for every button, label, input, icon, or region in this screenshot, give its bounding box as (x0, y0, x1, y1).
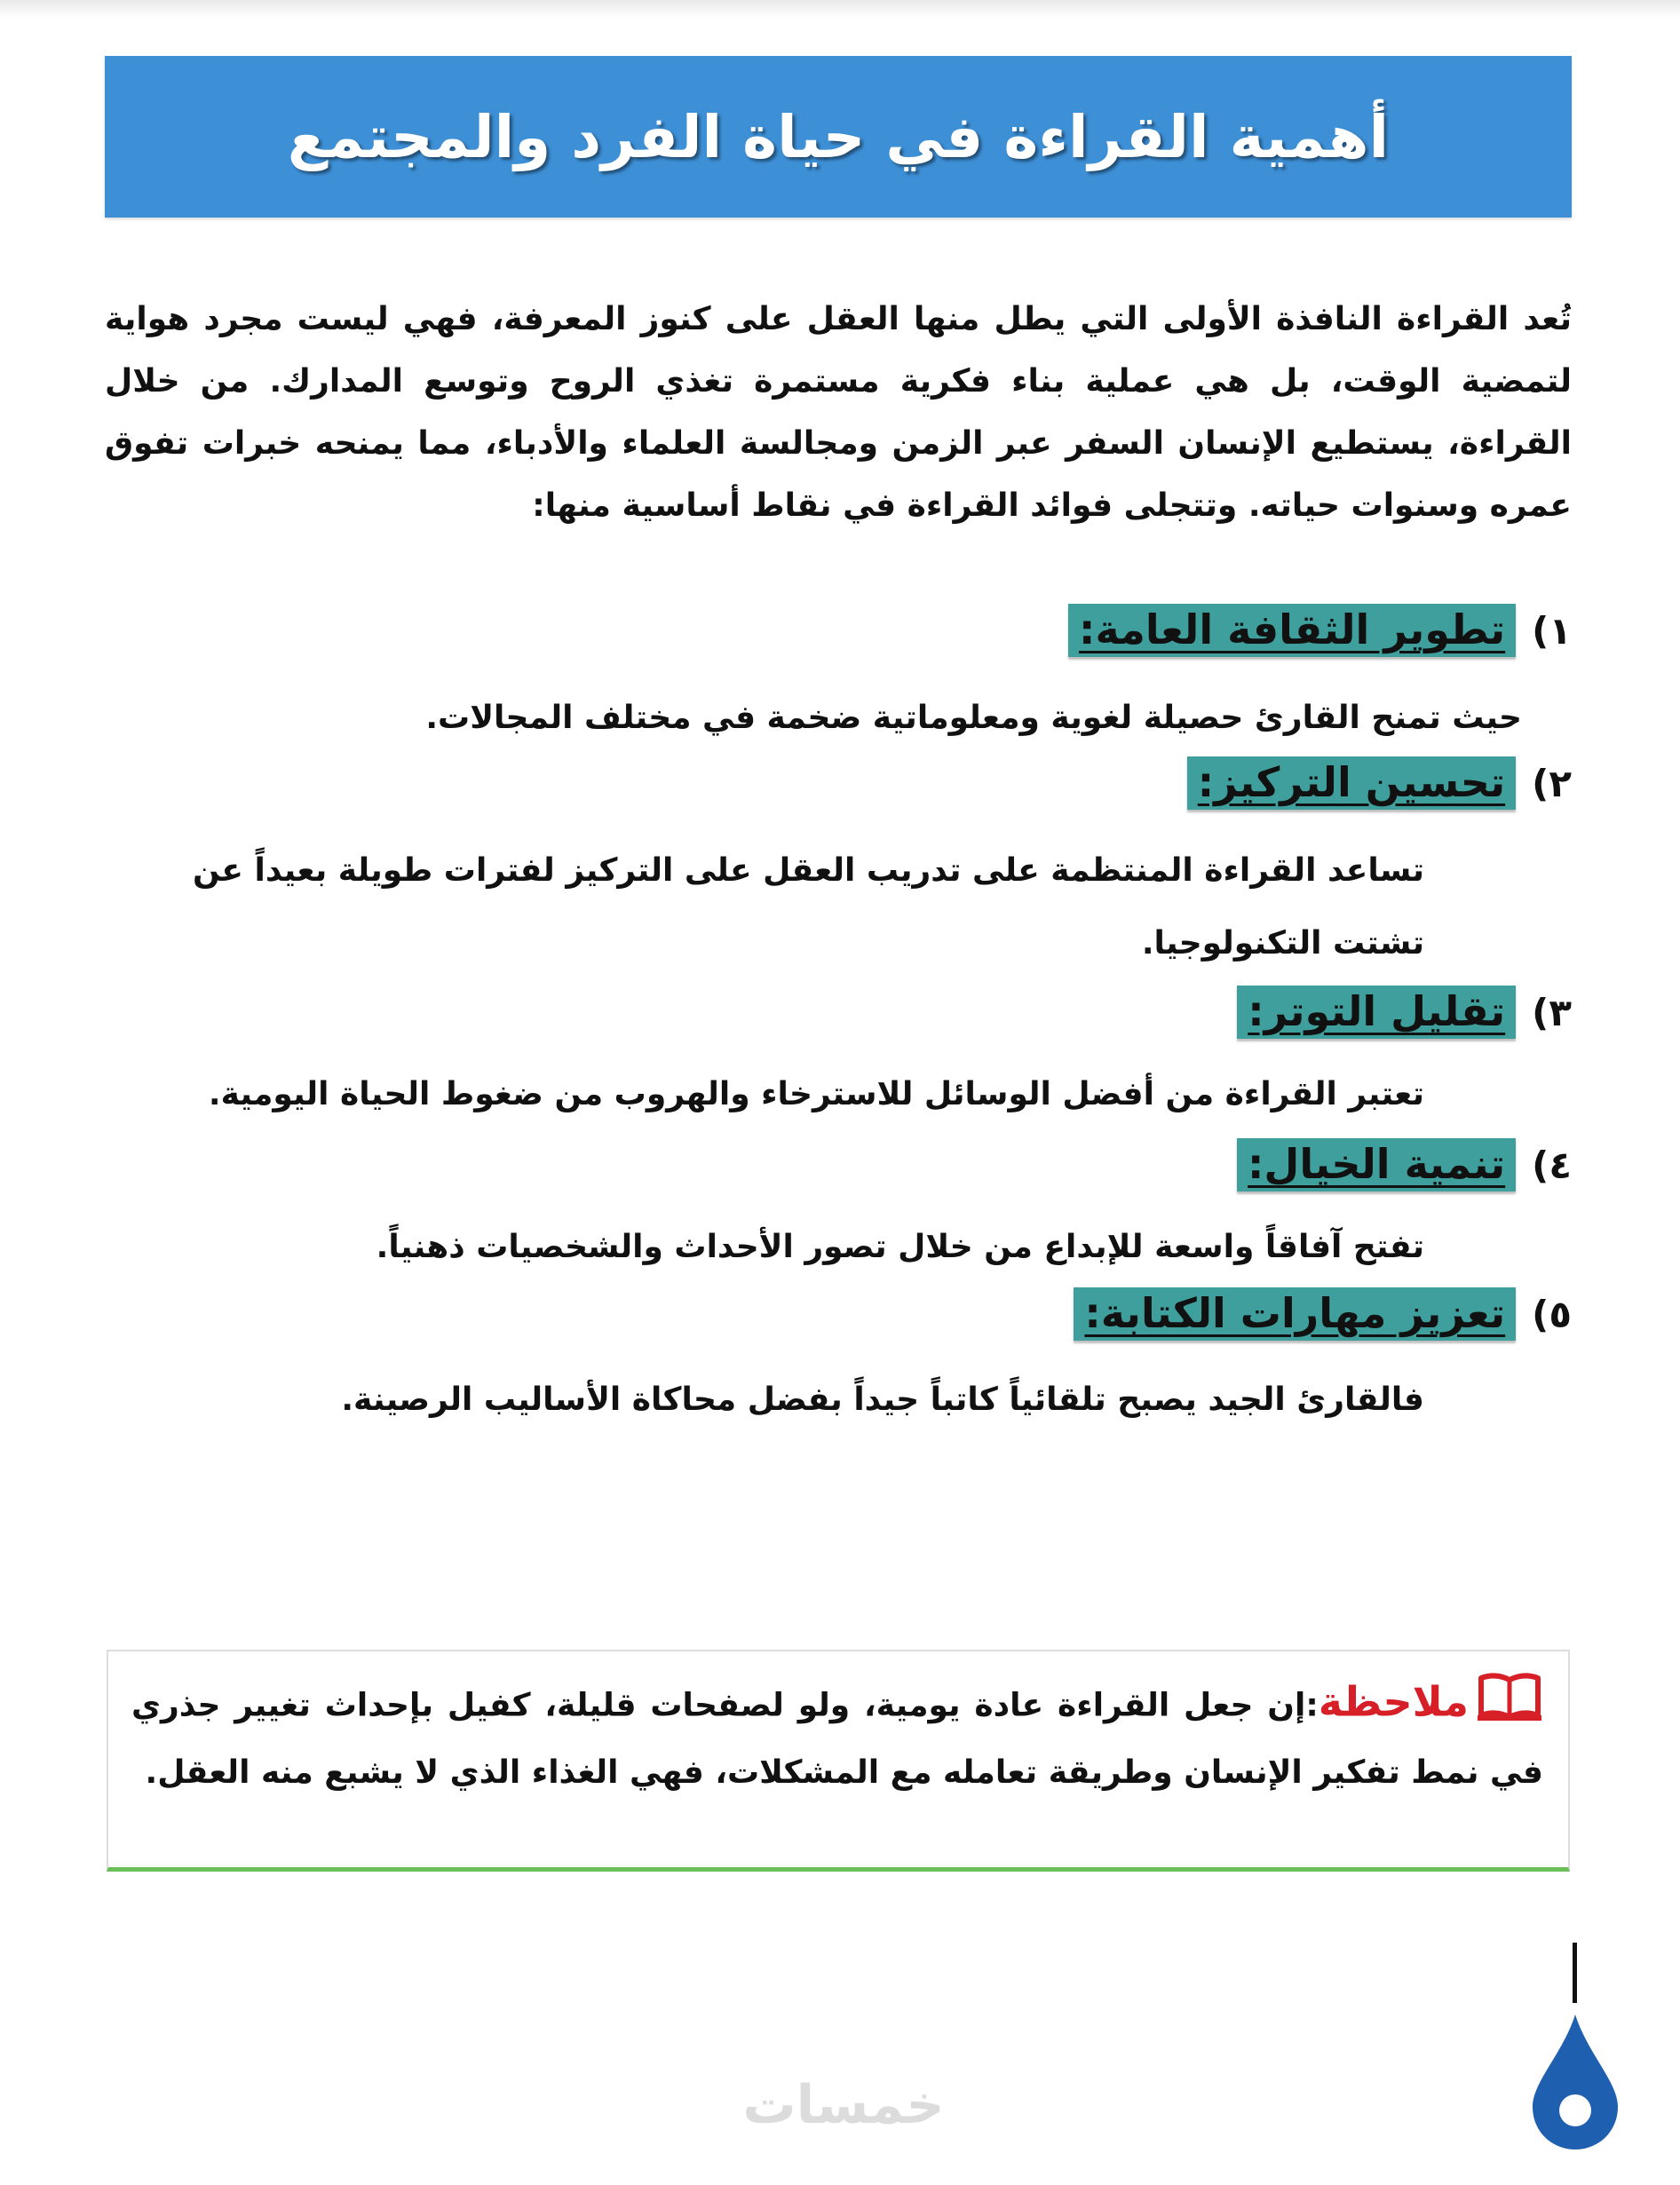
point-4-heading (1237, 1138, 1572, 1191)
watermark: خمسات (742, 2074, 945, 2136)
point-5-heading (1074, 1287, 1572, 1341)
point-4-title: تنمية الخيال: (1237, 1138, 1516, 1191)
title-banner (105, 56, 1572, 218)
point-4-number: ٤) (1532, 1143, 1572, 1187)
point-1-number: ١) (1532, 608, 1572, 653)
point-1-body: حيث تمنح القارئ حصيلة لغوية ومعلوماتية ضخمة في مختلف المجالات. (425, 700, 1522, 736)
point-5-number: ٥) (1532, 1292, 1572, 1336)
water-drop-icon (1529, 2011, 1621, 2157)
point-2-heading (1187, 756, 1572, 810)
point-1-title: تطوير الثقافة العامة: (1068, 604, 1516, 657)
top-strip (0, 0, 1680, 18)
point-3-body: تعتبر القراءة من أفضل الوسائل للاسترخاء والهروب من ضغوط الحياة اليومية. (208, 1076, 1424, 1112)
point-2-title: تحسين التركيز: (1187, 756, 1516, 810)
note-box (107, 1650, 1570, 1872)
point-2-body: تساعد القراءة المنتظمة على تدريب العقل على التركيز لفترات طويلة بعيداً عن تشتت التكنولوجيا. (193, 852, 1424, 962)
book-icon (1476, 1671, 1543, 1743)
point-5-body: فالقارئ الجيد يصبح تلقائياً كاتباً جيداً بفضل محاكاة الأساليب الرصينة. (341, 1381, 1424, 1418)
page-title: أهمية القراءة في حياة الفرد والمجتمع (287, 102, 1390, 171)
point-2-number: ٢) (1532, 761, 1572, 805)
point-3-title: تقليل التوتر: (1237, 986, 1516, 1039)
note-paragraph (131, 1671, 1543, 1803)
point-4-body: تفتح آفاقاً واسعة للإبداع من خلال تصور الأحداث والشخصيات ذهنياً. (376, 1229, 1424, 1265)
point-5-title: تعزيز مهارات الكتابة: (1074, 1287, 1516, 1341)
point-3-heading (1237, 986, 1572, 1039)
page-number (1573, 1943, 1577, 2003)
intro-paragraph: تُعد القراءة النافذة الأولى التي يطل منها العقل على كنوز المعرفة، فهي ليست مجرد هواية لتمضية الوقت، بل هي عملية بناء فكرية مستمرة تغذي الروح وتوسع المدارك. من خلال القراءة، يستطيع الإنسان السفر عبر الزمن ومجالسة العلماء والأدباء، مما يمنحه خبرات تفوق عمره وسنوات حياته. وتتجلى فوائد القراءة في نقاط أساسية منها: (105, 301, 1572, 524)
point-3-number: ٣) (1532, 990, 1572, 1034)
point-1-heading (1068, 604, 1572, 657)
note-text: :إن جعل القراءة عادة يومية، ولو لصفحات قليلة، كفيل بإحداث تغيير جذري في نمط تفكير الإنسان وطريقة تعامله مع المشكلات، فهي الغذاء الذي لا يشبع منه العقل. (131, 1687, 1543, 1791)
note-label: ملاحظة (1318, 1677, 1469, 1726)
